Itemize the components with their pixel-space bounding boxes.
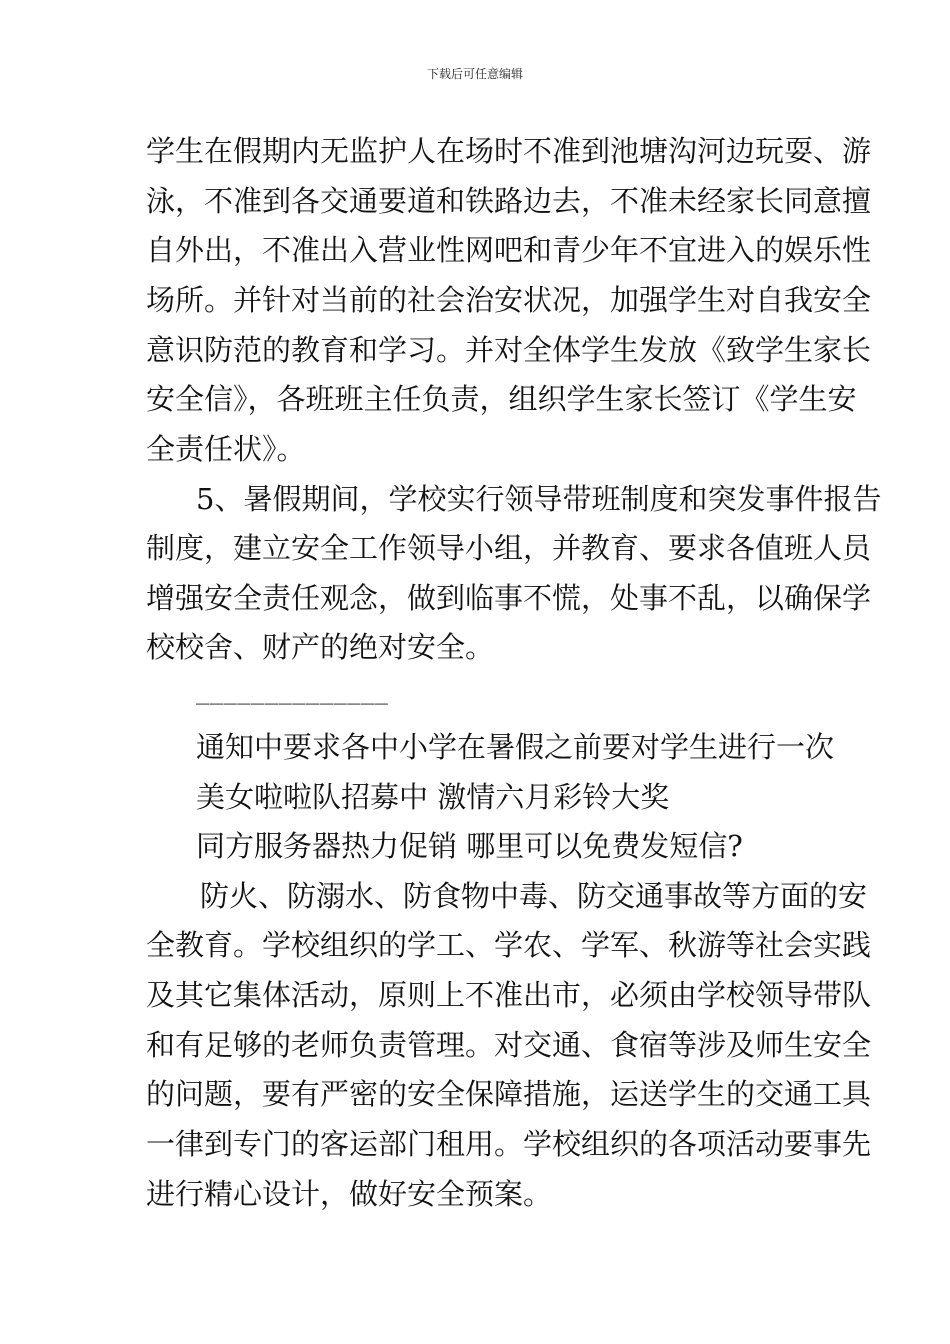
paragraph3-line: 及其它集体活动，原则上不准出市，必须由学校领导带队 — [146, 978, 872, 1012]
paragraph3-line: 全教育。学校组织的学工、学农、学军、秋游等社会实践 — [146, 928, 872, 962]
paragraph1-line: 意识防范的教育和学习。并对全体学生发放《致学生家长 — [146, 333, 872, 367]
paragraph2-line: 增强安全责任观念，做到临事不慌，处事不乱，以确保学 — [146, 581, 872, 615]
paragraph1-line: 全责任状》。 — [146, 432, 306, 466]
paragraph1-line: 学生在假期内无监护人在场时不准到池塘沟河边玩耍、游 — [146, 134, 872, 168]
paragraph3-line: 和有足够的老师负责管理。对交通、食宿等涉及师生安全 — [146, 1028, 872, 1062]
paragraph2-line: 校校舍、财产的绝对安全。 — [146, 630, 495, 664]
link-item[interactable]: 美女啦啦队招募中 激情六月彩铃大奖 — [196, 780, 670, 814]
paragraph2-line: 制度，建立安全工作领导小组，并教育、要求各值班人员 — [146, 531, 872, 565]
paragraph1-line: 场所。并针对当前的社会治安状况，加强学生对自我安全 — [146, 283, 872, 317]
paragraph3-line: 的问题，要有严密的安全保障措施，运送学生的交通工具 — [146, 1077, 872, 1111]
link-item[interactable]: 通知中要求各中小学在暑假之前要对学生进行一次 — [196, 730, 835, 764]
paragraph1-line: 安全信》，各班班主任负责，组织学生家长签订《学生安 — [146, 382, 857, 416]
separator-line: ______________ — [196, 680, 389, 705]
paragraph3-line: 进行精心设计，做好安全预案。 — [146, 1177, 553, 1211]
page-header: 下载后可任意编辑 — [426, 67, 523, 81]
paragraph2-line: 5、暑假期间，学校实行领导带班制度和突发事件报告 — [196, 482, 882, 516]
paragraph3-line: 一律到专门的客运部门租用。学校组织的各项活动要事先 — [146, 1127, 872, 1161]
paragraph1-line: 泳，不准到各交通要道和铁路边去，不准未经家长同意擅 — [146, 184, 872, 218]
paragraph1-line: 自外出，不准出入营业性网吧和青少年不宜进入的娱乐性 — [146, 233, 872, 267]
paragraph3-line: 防火、防溺水、防食物中毒、防交通事故等方面的安 — [200, 879, 868, 913]
link-item[interactable]: 同方服务器热力促销 哪里可以免费发短信? — [196, 829, 743, 863]
